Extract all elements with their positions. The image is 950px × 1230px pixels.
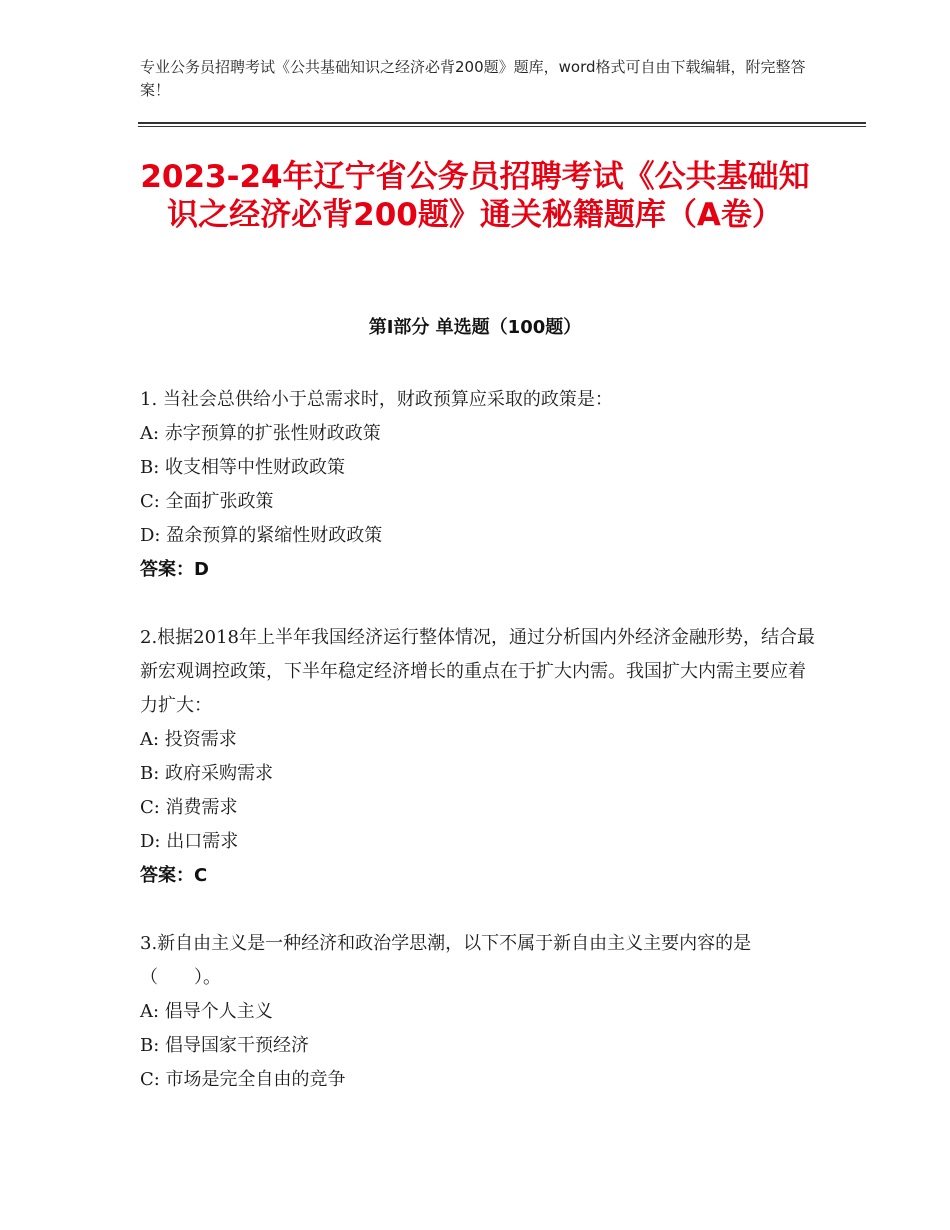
- question-1: [140, 383, 820, 587]
- option-a: A: 倡导个人主义: [140, 1001, 273, 1022]
- option-c: C: 消费需求: [140, 797, 238, 818]
- document-title: 2023-24年辽宁省公务员招聘考试《公共基础知识之经济必背200题》通关秘籍题库（A卷）: [140, 159, 810, 233]
- option-c: C: 市场是完全自由的竞争: [140, 1069, 346, 1090]
- answer-label: 答案：C: [140, 865, 208, 886]
- question-stem: 3.新自由主义是一种经济和政治学思潮，以下不属于新自由主义主要内容的是（ ）。: [140, 933, 752, 988]
- header-note: 专业公务员招聘考试《公共基础知识之经济必背200题》题库，word格式可自由下载编辑，附完整答案！: [140, 58, 806, 99]
- answer-label: 答案：D: [140, 559, 209, 580]
- option-d: D: 盈余预算的紧缩性财政政策: [140, 525, 383, 546]
- option-b: B: 收支相等中性财政政策: [140, 457, 346, 478]
- header-rule-thick: [138, 122, 866, 124]
- question-stem: 2.根据2018年上半年我国经济运行整体情况，通过分析国内外经济金融形势，结合最新宏观调控政策，下半年稳定经济增长的重点在于扩大内需。我国扩大内需主要应着力扩大：: [140, 627, 815, 716]
- option-b: B: 政府采购需求: [140, 763, 274, 784]
- option-b: B: 倡导国家干预经济: [140, 1035, 310, 1056]
- header-rule-thin: [138, 126, 866, 127]
- option-a: A: 投资需求: [140, 729, 237, 750]
- section-title: 第Ⅰ部分 单选题（100题）: [368, 317, 582, 338]
- question-stem: 1. 当社会总供给小于总需求时，财政预算应采取的政策是：: [140, 389, 613, 410]
- option-d: D: 出口需求: [140, 831, 239, 852]
- question-2: [140, 621, 820, 893]
- question-list: [140, 383, 820, 1131]
- option-a: A: 赤字预算的扩张性财政政策: [140, 423, 381, 444]
- option-c: C: 全面扩张政策: [140, 491, 274, 512]
- question-3: [140, 927, 820, 1097]
